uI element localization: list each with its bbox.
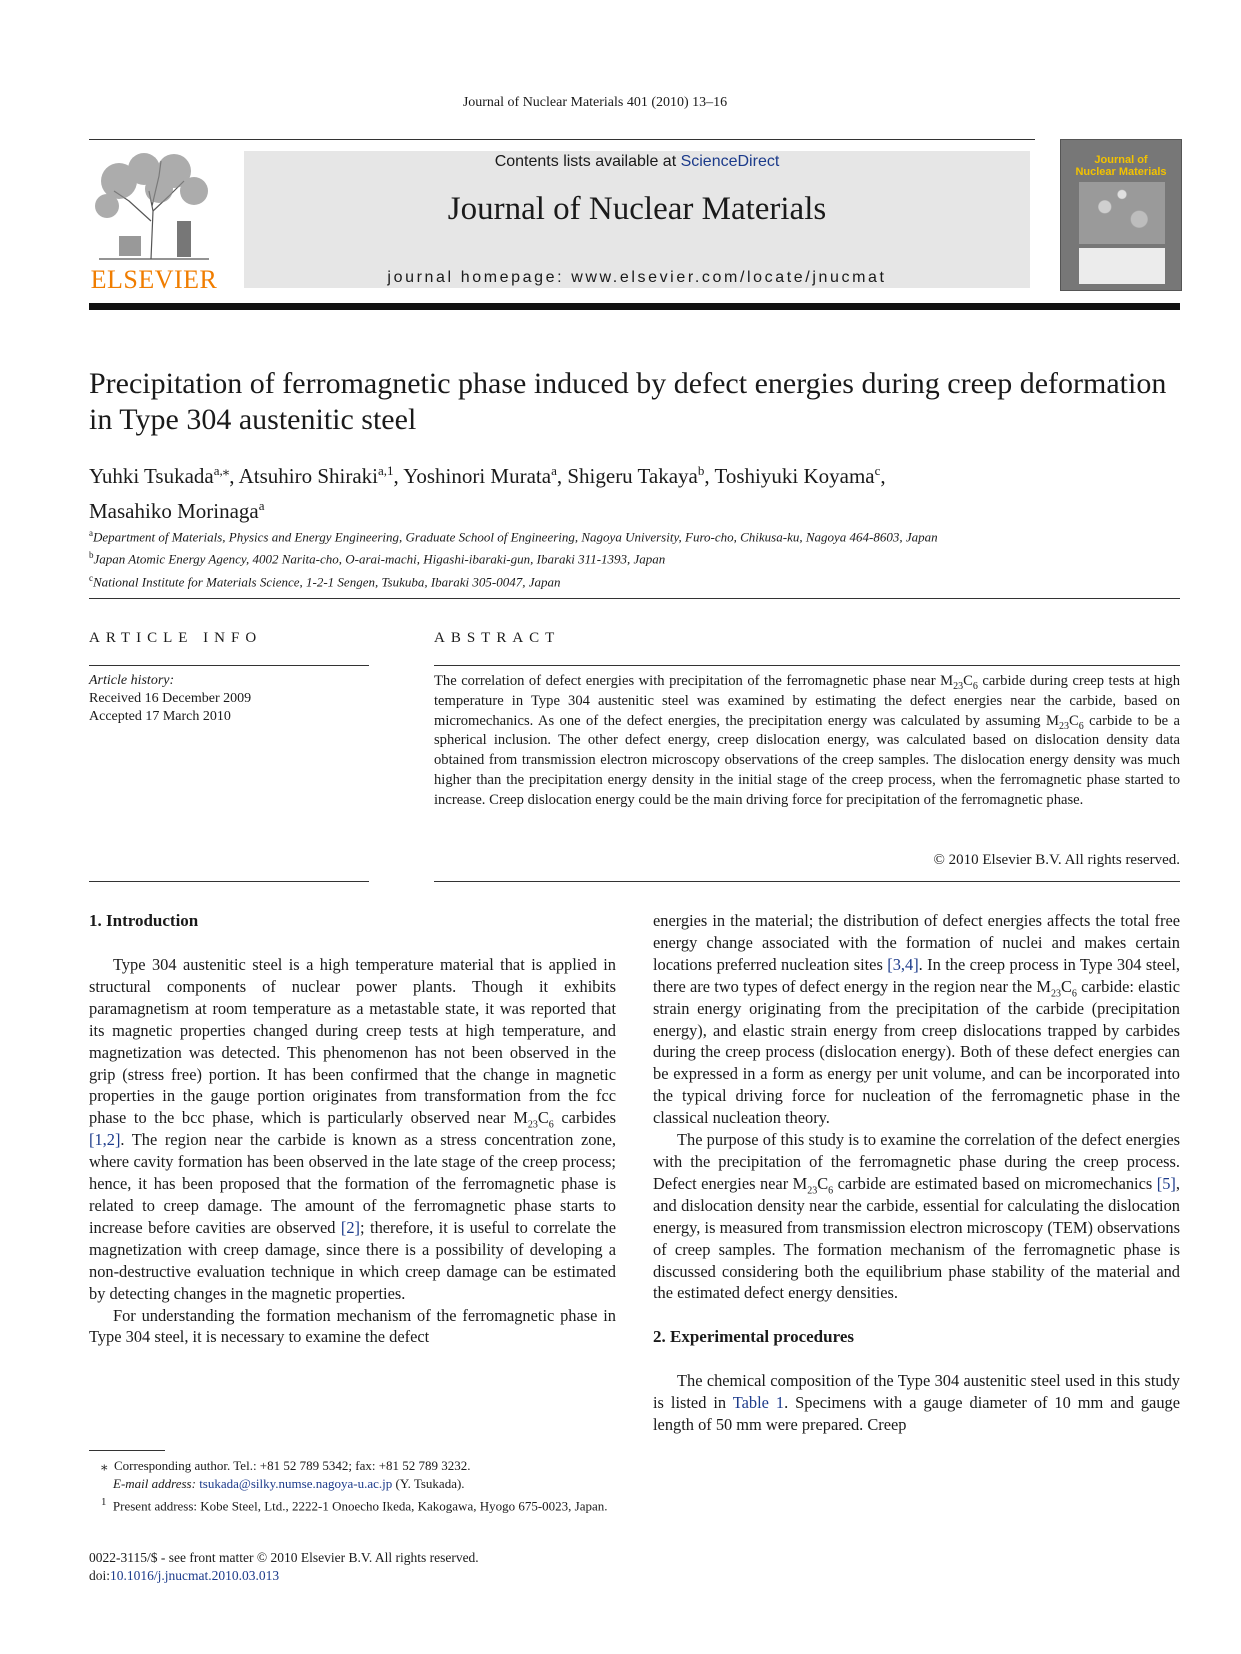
affiliation-item: $^b$Japan Atomic Energy Agency, 4002 Narita-cho, O-arai-machi, Higashi-ibaraki-gun, Ibaraki 311-1393, Japan [89,550,666,567]
author-name[interactable]: Toshiyuki Koyama [714,464,875,488]
footnote-present-address: $^1$ Present address: Kobe Steel, Ltd., 2222-1 Onoecho Ikeda, Kakogawa, Hyogo 675-0023, Japan. [101,1496,608,1514]
author-name[interactable]: Yuhki Tsukada [89,464,214,488]
journal-title: Journal of Nuclear Materials [447,191,827,227]
history-label: Article history: [89,673,175,688]
abstract-rule-bottom [434,881,1180,882]
author-affiliation-mark: b [697,463,705,478]
elsevier-logo [89,151,219,294]
article-title: Precipitation of ferromagnetic phase induced by defect energies during creep deformation in Type 304 austenitic steel [89,367,1167,436]
front-matter-footer [89,1549,479,1585]
citation-link[interactable]: [1,2] [89,1130,121,1150]
tree-icon [89,151,219,261]
sciencedirect-link[interactable]: ScienceDirect [680,153,780,170]
author-affiliation-mark: a [258,498,265,513]
body-column-left [89,910,616,1348]
table-link[interactable]: Table 1 [732,1393,785,1413]
section-heading-experimental: 2. Experimental procedures [653,1327,854,1347]
contents-prefix: Contents lists available at [494,153,681,170]
citation-link[interactable]: [2] [340,1217,361,1237]
journal-homepage[interactable]: journal homepage: www.elsevier.com/locate/jnucmat [387,269,887,286]
accepted-date: Accepted 17 March 2010 [89,709,231,724]
author-name[interactable]: Shigeru Takaya [567,464,698,488]
author-name[interactable]: Yoshinori Murata [403,464,552,488]
paragraph-experimental-1: The chemical composition of the Type 304 austenitic steel used in this study is listed in Table 1. Specimens with a gauge diameter of 10 mm and gauge length of 50 mm were prepared. Creep [653,1371,1180,1435]
author-name[interactable]: Atsuhiro Shiraki [238,464,379,488]
abstract-rule-top [434,665,1180,666]
publisher-wordmark: ELSEVIER [90,265,218,294]
journal-banner [244,151,1030,288]
abstract-copyright: © 2010 Elsevier B.V. All rights reserved. [933,852,1180,868]
author-affiliation-mark: a,1 [378,463,394,478]
journal-cover-thumbnail [1060,139,1182,291]
footnote-rule [89,1450,165,1451]
running-head: Journal of Nuclear Materials 401 (2010) 13–16 [462,95,728,110]
issn-line: 0022-3115/$ - see front matter © 2010 Elsevier B.V. All rights reserved. [89,1550,479,1565]
citation-link[interactable]: [3,4] [887,954,919,974]
footnote-corresponding: ⁎ Corresponding author. Tel.: +81 52 789 5342; fax: +81 52 789 3232. E-mail address: tsukada@silky.numse.nagoya-u.ac.jp (Y. Tsukada). [101,1458,471,1491]
citation-link[interactable]: [5] [1156,1173,1176,1193]
author-affiliation-mark: a [551,463,557,478]
cover-image [1079,182,1165,244]
affiliation-item: $^c$National Institute for Materials Science, 1-2-1 Sengen, Tsukuba, Ibaraki 305-0047, Japan [89,572,561,589]
footnotes [89,1457,616,1515]
doi-link[interactable]: 10.1016/j.jnucmat.2010.03.013 [110,1568,280,1583]
paragraph-intro-1: Type 304 austenitic steel is a high temperature material that is applied in structural components of nuclear power plants. Though it exhibits paramagnetism at room temperature as a metastable state, it was reported that its magnetic properties changed during creep tests at high temperature, and magnetization was detected. This phenomenon has not been observed in the grip (stress free) portion. It has been confirmed that the change in magnetic properties in the gauge portion originates from transformation from the fcc phase to the bcc phase, which is particularly observed near $M_{23}C_6$ carbides [1,2]. The region near the carbide is known as a stress concentration zone, where cavity formation has been observed in the late stage of the creep process; hence, it has been proposed that the formation of the ferromagnetic phase is related to creep damage. The amount of the ferromagnetic phase starts to increase before cavities are observed [2]; therefore, it is useful to correlate the magnetization with creep damage, since there is a possibility of developing a non-destructive evaluation technique in which creep damage can be estimated by detecting changes in the magnetic properties. [89,955,616,1303]
article-history [89,672,251,726]
author-list: Yuhki Tsukada$^{a,⁎}$, Atsuhiro Shiraki$^{a,1}$, Yoshinori Murata$^a$, Shigeru Takaya$^b$, Toshiyuki Koyama$^c$, Masahiko Morinaga$^a$ [89,463,886,523]
body-column-right [653,910,1180,1436]
cover-title: Journal of Nuclear Materials [1075,154,1167,178]
article-info-heading: ARTICLE INFO [89,630,263,646]
paragraph-intro-2: For understanding the formation mechanism of the ferromagnetic phase in Type 304 steel, it is necessary to examine the defect [89,1305,616,1347]
cover-panel [1079,248,1165,284]
author-affiliation-mark: a,⁎ [213,463,230,478]
contents-line [244,153,1030,171]
abstract-text: The correlation of defect energies with precipitation of the ferromagnetic phase near $M_{23}C_6$ carbide during creep tests at high temperature in Type 304 austenitic steel was examined by estimating the defect energies near the carbide, based on micromechanics. As one of the defect energies, the precipitation energy was calculated by assuming $M_{23}C_6$ carbide to be a spherical inclusion. The other defect energy, creep dislocation energy, was calculated based on dislocation density data obtained from transmission electron microscopy observations of the creep samples. The dislocation energy density was much higher than the precipitation energy density in the initial stage of the creep process, when the ferromagnetic phase started to increase. Creep dislocation energy could be the main driving force for precipitation of the ferromagnetic phase. [434,673,1181,808]
top-rule [89,139,1035,140]
section-rule [89,598,1180,599]
paragraph-intro-2-cont: energies in the material; the distribution of defect energies affects the total free energy change associated with the formation of nuclei and makes certain locations preferred nucleation sites [3,4]. In the creep process in Type 304 steel, there are two types of defect energy in the region near the $M_{23}C_6$ carbide: elastic strain energy originating from the precipitation of the carbide (precipitation energy), and elastic strain energy from creep dislocations trapped by carbides during the creep process (dislocation energy). Both of these defect energies can be expressed in a form as energy per unit volume, and can be incorporated into the typical driving force for nucleation of the ferromagnetic phase in the classical nucleation theory. [653,911,1181,1128]
affiliation-item: $^a$Department of Materials, Physics and Energy Engineering, Graduate School of Engineering, Nagoya University, Furo-cho, Chikusa-ku, Nagoya 464-8603, Japan [89,528,938,545]
info-rule-top [89,665,369,666]
doi-line: doi:10.1016/j.jnucmat.2010.03.013 [89,1568,280,1583]
affiliations [89,524,1189,591]
author-affiliation-mark: c [874,463,881,478]
received-date: Received 16 December 2009 [89,691,252,706]
paragraph-intro-3: The purpose of this study is to examine the correlation of the defect energies with the precipitation of the ferromagnetic phase during the creep process. Defect energies near $M_{23}C_6$ carbide are estimated based on micromechanics [5], and dislocation density near the carbide, essential for calculating the dislocation energy, is measured from transmission electron microscopy (TEM) observations of creep samples. The formation mechanism of the ferromagnetic phase is discussed considering both the equilibrium phase stability of the material and the estimated defect energy densities. [653,1130,1180,1303]
header-thick-rule [89,303,1180,310]
author-name[interactable]: Masahiko Morinaga [89,499,259,523]
email-link[interactable]: tsukada@silky.numse.nagoya-u.ac.jp [199,1476,393,1491]
abstract-heading: ABSTRACT [434,630,561,646]
info-rule-bottom [89,881,369,882]
section-heading-introduction: 1. Introduction [89,911,199,930]
